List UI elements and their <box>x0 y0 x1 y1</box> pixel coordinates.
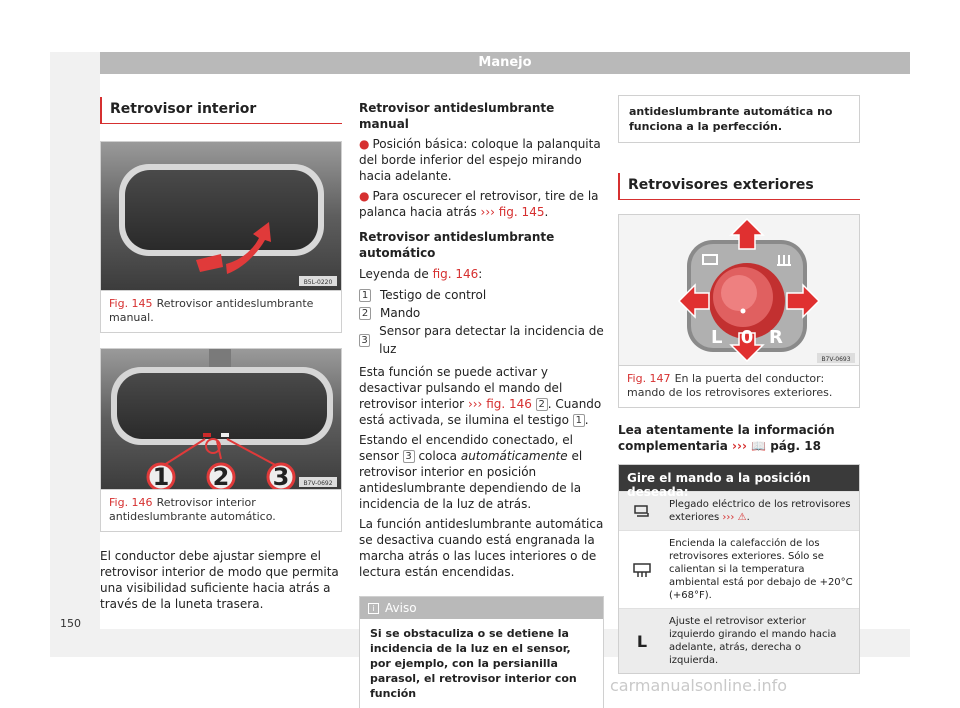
fig-link[interactable]: fig. 146 <box>486 397 532 411</box>
figure-number: Fig. 147 <box>627 372 671 385</box>
caption-text: Retrovisor interior antideslumbrante automático. <box>109 496 276 523</box>
legend-item <box>359 286 604 304</box>
legend-number: 3 <box>403 450 415 463</box>
table-row <box>619 491 859 530</box>
fig-link-arrow-icon: ››› <box>480 205 495 219</box>
legend-number: 2 <box>536 398 548 411</box>
warning-icon: ⚠ <box>737 512 747 523</box>
table-row <box>619 530 859 608</box>
legend-intro-text: Leyenda de <box>359 267 429 281</box>
manual-mirror-heading: Retrovisor antideslumbrante manual <box>359 101 555 131</box>
caption-text: Retrovisor antideslumbrante manual. <box>109 297 314 324</box>
table-cell-text: Encienda la calefacción de los retrovisores exteriores. Sólo se calientan si la temperatura ambiental está por debajo de +20°C (+68°F). <box>669 538 853 601</box>
section-title-exterior-mirrors: Retrovisores exteriores <box>618 173 860 200</box>
bullet-item <box>359 136 604 184</box>
legend-number: 2 <box>359 307 371 320</box>
text: el retrovisor interior en posición antideslumbrante dependiendo de la incidencia de la luz de atrás. <box>359 449 583 511</box>
row-label: L <box>636 631 648 651</box>
legend-number: 1 <box>573 414 585 427</box>
text: Esta función se puede activar y desactivar pulsando el mando del retrovisor interior <box>359 365 563 411</box>
bullet-text: Posición básica: coloque la palanquita del borde inferior del espejo mirando hacia adelante. <box>359 137 601 183</box>
figure-146 <box>100 348 342 532</box>
book-icon: 📖 <box>751 439 767 453</box>
right-column <box>618 95 860 674</box>
figure-code: B7V-0693 <box>821 356 851 363</box>
caption-text: En la puerta del conductor: mando de los retrovisores exteriores. <box>627 372 833 399</box>
callout-3: 3 <box>272 463 290 489</box>
fig-link[interactable]: fig. 146 <box>432 267 479 281</box>
info-icon: i <box>368 603 379 614</box>
notice-text: Si se obstaculiza o se detiene la incidencia de la luz en el sensor, por ejemplo, con la persianilla parasol, el retrovisor interior con función <box>370 627 577 700</box>
left-column <box>100 97 342 612</box>
figure-code: B5L-0220 <box>303 279 333 286</box>
knob-label-l: L <box>711 327 723 348</box>
text: . Cuando está activada, se ilumina el testigo <box>359 397 602 427</box>
notice-box <box>359 596 604 708</box>
info-reference <box>618 422 860 454</box>
legend-text: Sensor para detectar la incidencia de luz <box>379 324 604 356</box>
table-body <box>619 491 859 673</box>
sensor-paragraph <box>359 432 604 512</box>
legend-text: Mando <box>380 306 421 320</box>
notice-box-continued <box>618 95 860 143</box>
figure-145-caption <box>101 290 341 332</box>
table-row <box>619 608 859 673</box>
auto-mirror-illustration <box>101 349 341 489</box>
legend-number: 3 <box>359 334 370 347</box>
legend-intro: Leyenda de fig. 146: <box>359 267 483 281</box>
page-number: 150 <box>60 617 81 630</box>
legend-number: 1 <box>359 289 371 302</box>
link-arrow-icon: ››› <box>732 439 747 453</box>
fig-link-arrow-icon: ››› <box>467 397 483 411</box>
fig-link[interactable]: fig. 145 <box>498 205 545 219</box>
notice-header <box>360 597 603 619</box>
activation-paragraph: Esta función se puede activar y desactivar pulsando el mando del retrovisor interior ››› fig. 146 2 . Cuando está activada, se ilumina el testigo 1 . <box>359 365 602 427</box>
figure-number: Fig. 145 <box>109 297 153 310</box>
callout-2: 2 <box>212 463 230 489</box>
table-cell-text: Plegado eléctrico de los retrovisores exteriores ››› ⚠. <box>669 499 851 523</box>
exterior-mirror-control-illustration <box>619 215 859 365</box>
figure-number: Fig. 146 <box>109 496 153 509</box>
legend-list <box>359 286 604 358</box>
table-cell-text: Ajuste el retrovisor exterior izquierdo girando el mando hacia adelante, atrás, derecha o izquierda. <box>669 616 837 666</box>
notice-title: Aviso <box>385 601 417 615</box>
text: Estando el encendido conectado, el sensor <box>359 433 573 463</box>
table-header: Gire el mando a la posición deseada: <box>619 465 859 491</box>
bullet-icon: ● <box>359 137 370 151</box>
knob-label-r: R <box>769 327 783 348</box>
figure-code: B7V-0692 <box>303 480 333 487</box>
page-link[interactable]: pág. 18 <box>770 439 821 453</box>
callout-1: 1 <box>152 463 170 489</box>
legend-text: Testigo de control <box>380 288 487 302</box>
deactivation-paragraph: La función antideslumbrante automática se desactiva cuando está engranada la marcha atrás o las luces interiores o de lectura están encendidas. <box>359 517 604 579</box>
intro-paragraph: El conductor debe ajustar siempre el retrovisor interior de modo que permita una visibilidad suficiente hacia atrás a través de la luneta trasera. <box>100 549 339 611</box>
text: coloca <box>418 449 458 463</box>
section-title-interior-mirror: Retrovisor interior <box>100 97 342 124</box>
knob-label-0: 0 <box>740 327 754 348</box>
figure-145 <box>100 141 342 333</box>
bullet-icon: ● <box>359 189 370 203</box>
text: Lea atentamente la información complementaria <box>618 423 835 453</box>
bullet-text: Para oscurecer el retrovisor, tire de la palanca hacia atrás <box>359 189 599 219</box>
letter-l-icon <box>619 609 665 673</box>
mirror-heat-icon <box>619 531 665 608</box>
watermark: carmanualsonline.info <box>610 676 788 695</box>
bullet-item: ● Para oscurecer el retrovisor, tire de la palanca hacia atrás ››› fig. 145. <box>359 189 599 219</box>
middle-column <box>359 100 604 708</box>
auto-mirror-heading: Retrovisor antideslumbrante automático <box>359 230 555 260</box>
mirror-control-table <box>618 464 860 674</box>
notice-text: antideslumbrante automática no funciona a la perfección. <box>629 105 833 133</box>
figure-147 <box>618 214 860 408</box>
manual-mirror-illustration <box>101 142 341 290</box>
figure-146-caption <box>101 489 341 531</box>
mirror-fold-icon <box>619 492 665 530</box>
link-arrow-icon: ››› <box>722 512 735 523</box>
emphasis-text: automáticamente <box>460 449 568 463</box>
section-header: Manejo <box>100 52 910 74</box>
figure-147-caption <box>619 365 859 407</box>
text: Plegado eléctrico de los retrovisores exteriores <box>669 499 851 523</box>
legend-item <box>359 322 604 358</box>
legend-item <box>359 304 604 322</box>
